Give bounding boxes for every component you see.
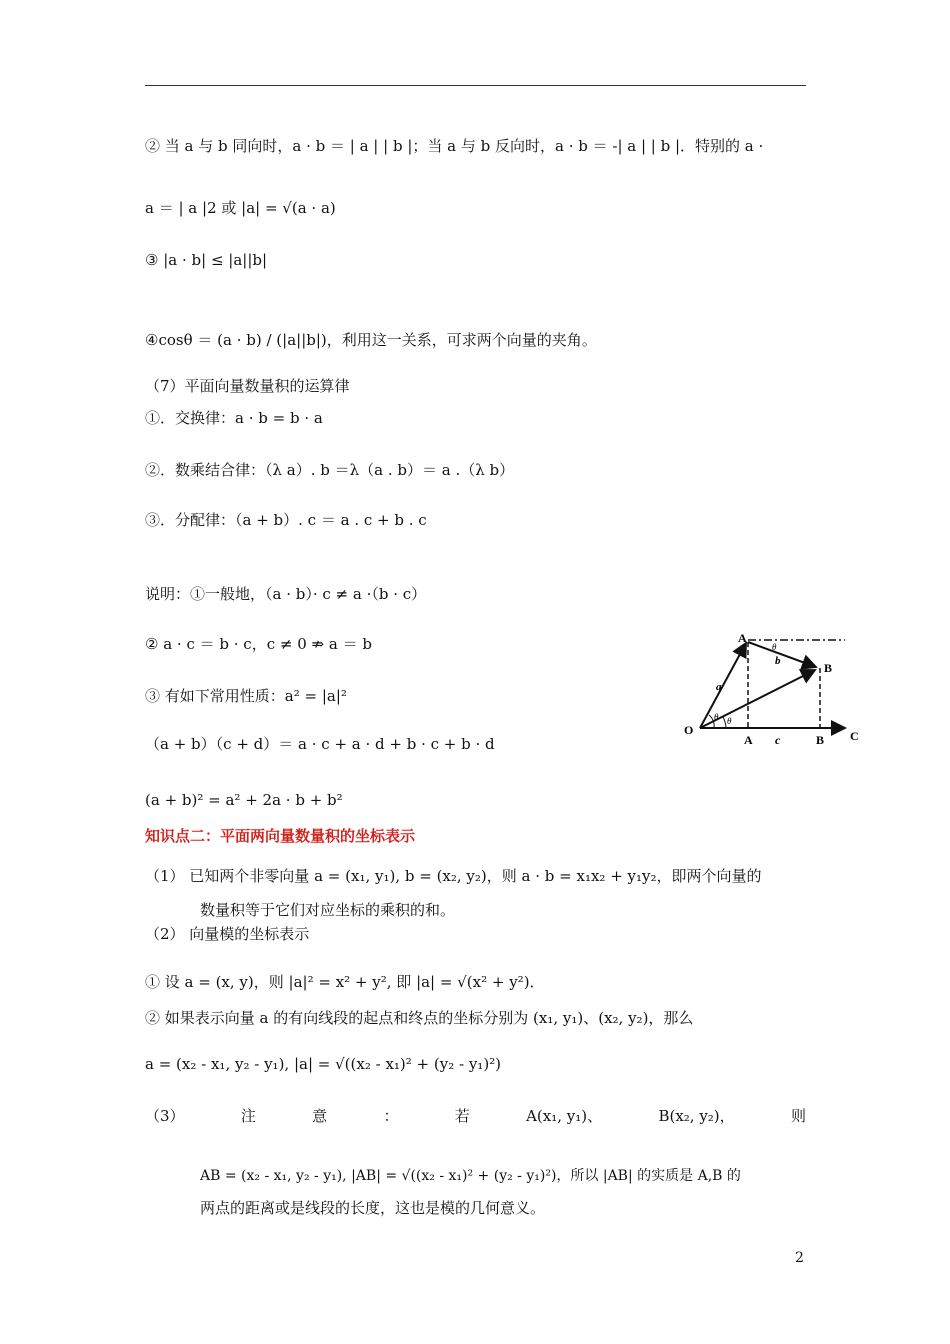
text-line: ② 当 a 与 b 同向时，a · b ＝ | a | | b |；当 a 与 b 反向时，a · b ＝ -| a | | b |．特别的 a · <box>145 137 764 155</box>
label-theta-2: θ <box>727 716 732 726</box>
label-A-bottom: A <box>744 733 753 747</box>
text-line: ③．分配律：（a + b）. c ＝ a . c + b . c <box>145 511 427 529</box>
page-number: 2 <box>795 1250 804 1266</box>
label-a: a <box>716 681 722 693</box>
header-rule <box>145 85 806 86</box>
text-line: 两点的距离或是线段的长度，这也是模的几何意义。 <box>200 1199 546 1217</box>
note-part: B(x₂, y₂)， <box>658 1107 735 1125</box>
label-b: b <box>775 655 781 667</box>
label-B-bottom: B <box>816 733 825 747</box>
note-part: 注 <box>240 1107 256 1125</box>
label-O: O <box>684 723 694 737</box>
note-part: 则 <box>790 1107 806 1125</box>
text-line: ② 如果表示向量 a 的有向线段的起点和终点的坐标分别为 (x₁, y₁)、(x₂, y₂)，那么 <box>145 1009 694 1027</box>
label-C: C <box>850 729 859 743</box>
text-line: 说明：①一般地，（a · b）· c ≠ a ·（b · c） <box>145 585 427 603</box>
note-part: 若 <box>454 1107 470 1125</box>
text-line: （1） 已知两个非零向量 a = (x₁, y₁), b = (x₂, y₂)，则 a · b = x₁x₂ + y₁y₂，即两个向量的 <box>145 867 762 885</box>
text-line: a ＝ | a |2 或 |a| = √(a · a) <box>145 199 336 217</box>
text-line: （2） 向量模的坐标表示 <box>145 925 310 943</box>
text-line: ③ 有如下常用性质：a² = |a|² <box>145 687 347 705</box>
note-part: A(x₁, y₁)、 <box>526 1107 603 1125</box>
angle-arc <box>723 717 726 728</box>
text-line: a = (x₂ - x₁, y₂ - y₁), |a| = √((x₂ - x₁)² + (y₂ - y₁)²) <box>145 1055 502 1073</box>
section-heading: 知识点二：平面两向量数量积的坐标表示 <box>145 827 416 845</box>
label-B-top: B <box>824 661 833 675</box>
text-line: ② a · c ＝ b · c，c ≠ 0 ⇏ a ＝ b <box>145 635 372 653</box>
vector-a <box>700 643 746 728</box>
text-line: ②．数乘结合律：（λ a）. b ＝λ（a . b）＝ a .（λ b） <box>145 461 515 479</box>
note-line <box>145 1106 806 1126</box>
section-label: （7）平面向量数量积的运算律 <box>145 377 350 395</box>
text-line: （a + b）（c + d）＝ a · c + a · d + b · c + b · d <box>145 735 495 753</box>
vector-b <box>748 642 816 667</box>
note-part: （3） <box>145 1107 185 1125</box>
text-line: ① 设 a = (x, y)，则 |a|² = x² + y², 即 |a| = √(x² + y²)． <box>145 973 545 991</box>
text-line: 数量积等于它们对应坐标的乘积的和。 <box>200 901 456 919</box>
text-line: ④cosθ ＝ (a · b) / (|a||b|)，利用这一关系，可求两个向量的夹角。 <box>145 331 597 349</box>
text-line: ③ |a · b| ≤ |a||b| <box>145 251 268 269</box>
text-line: (a + b)² = a² + 2a · b + b² <box>145 791 343 809</box>
label-theta-1: θ <box>714 712 719 722</box>
label-A-top: A <box>738 631 747 645</box>
text-line: ①．交换律：a · b = b · a <box>145 409 323 427</box>
label-theta-top: θ <box>772 642 777 652</box>
label-c: c <box>775 733 781 747</box>
note-part: ： <box>383 1107 399 1125</box>
vector-projection-diagram <box>680 628 865 758</box>
note-part: 意 <box>312 1107 328 1125</box>
text-line: AB = (x₂ - x₁, y₂ - y₁), |AB| = √((x₂ - x₁)² + (y₂ - y₁)²)，所以 |AB| 的实质是 A,B 的 <box>200 1168 741 1184</box>
